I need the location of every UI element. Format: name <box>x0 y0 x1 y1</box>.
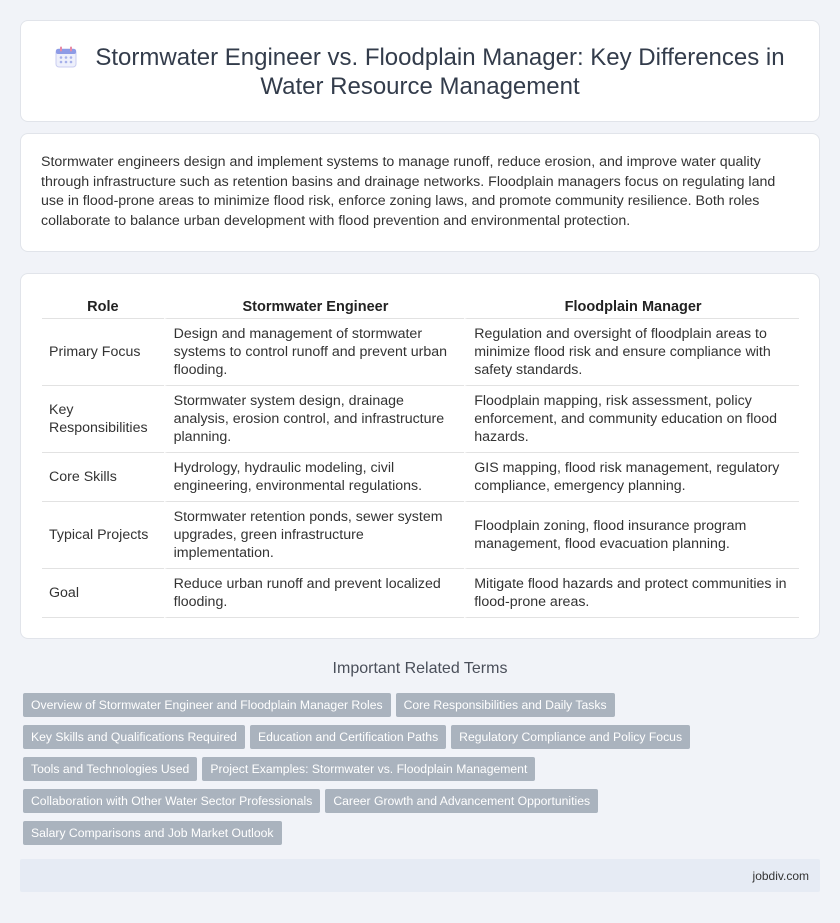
row-label: Core Skills <box>42 453 164 502</box>
footer-site-link[interactable]: jobdiv.com <box>752 869 809 883</box>
floodplain-cell: Floodplain zoning, flood insurance program management, flood evacuation planning. <box>464 502 799 569</box>
floodplain-cell: Floodplain mapping, risk assessment, policy enforcement, and community education on flood hazards. <box>464 386 799 453</box>
related-term-tag[interactable]: Key Skills and Qualifications Required <box>23 725 245 749</box>
stormwater-cell: Design and management of stormwater systems to control runoff and prevent urban flooding. <box>164 319 465 386</box>
table-row <box>42 453 799 502</box>
related-term-tag[interactable]: Education and Certification Paths <box>250 725 446 749</box>
row-label: Primary Focus <box>42 319 164 386</box>
related-term-tag[interactable]: Regulatory Compliance and Policy Focus <box>451 725 690 749</box>
related-term-tag[interactable]: Career Growth and Advancement Opportunities <box>325 789 598 813</box>
floodplain-cell: GIS mapping, flood risk management, regulatory compliance, emergency planning. <box>464 453 799 502</box>
row-label: Typical Projects <box>42 502 164 569</box>
related-term-tag[interactable]: Overview of Stormwater Engineer and Floodplain Manager Roles <box>23 693 391 717</box>
floodplain-cell: Regulation and oversight of floodplain areas to minimize flood risk and ensure compliance with safety standards. <box>464 319 799 386</box>
stormwater-cell: Stormwater retention ponds, sewer system upgrades, green infrastructure implementation. <box>164 502 465 569</box>
header-role: Role <box>42 294 164 319</box>
header-floodplain-manager: Floodplain Manager <box>464 294 799 319</box>
table-row <box>42 319 799 386</box>
title-line-2: Water Resource Management <box>260 73 580 100</box>
related-term-tag[interactable]: Salary Comparisons and Job Market Outlook <box>23 821 282 845</box>
intro-paragraph: Stormwater engineers design and implement systems to manage runoff, reduce erosion, and improve water quality through infrastructure such as retention basins and drainage networks. Floodplain managers focus on regulating land use in flood-prone areas to minimize flood risk, enforce zoning laws, and promote community resilience. Both roles collaborate to balance urban development with flood prevention and environmental protection. <box>41 154 776 229</box>
intro-card <box>20 133 820 252</box>
table-row <box>42 386 799 453</box>
calendar-icon <box>55 46 77 68</box>
stormwater-cell: Hydrology, hydraulic modeling, civil engineering, environmental regulations. <box>164 453 465 502</box>
header-stormwater-engineer: Stormwater Engineer <box>164 294 465 319</box>
footer <box>20 859 820 892</box>
comparison-table <box>42 294 799 618</box>
table-row <box>42 569 799 618</box>
comparison-card <box>20 273 820 639</box>
floodplain-cell: Mitigate flood hazards and protect communities in flood-prone areas. <box>464 569 799 618</box>
related-terms-list <box>23 693 703 853</box>
related-term-tag[interactable]: Collaboration with Other Water Sector Professionals <box>23 789 320 813</box>
header-card <box>20 20 820 122</box>
page-title <box>21 43 819 101</box>
title-line-1: Stormwater Engineer vs. Floodplain Manager: Key Differences in <box>95 44 785 71</box>
table-row <box>42 502 799 569</box>
related-term-tag[interactable]: Core Responsibilities and Daily Tasks <box>396 693 615 717</box>
stormwater-cell: Stormwater system design, drainage analysis, erosion control, and infrastructure planning. <box>164 386 465 453</box>
stormwater-cell: Reduce urban runoff and prevent localized flooding. <box>164 569 465 618</box>
row-label: Key Responsibilities <box>42 386 164 453</box>
table-header-row <box>42 294 799 319</box>
related-term-tag[interactable]: Tools and Technologies Used <box>23 757 197 781</box>
related-terms-title: Important Related Terms <box>332 660 508 677</box>
related-term-tag[interactable]: Project Examples: Stormwater vs. Floodplain Management <box>202 757 535 781</box>
row-label: Goal <box>42 569 164 618</box>
